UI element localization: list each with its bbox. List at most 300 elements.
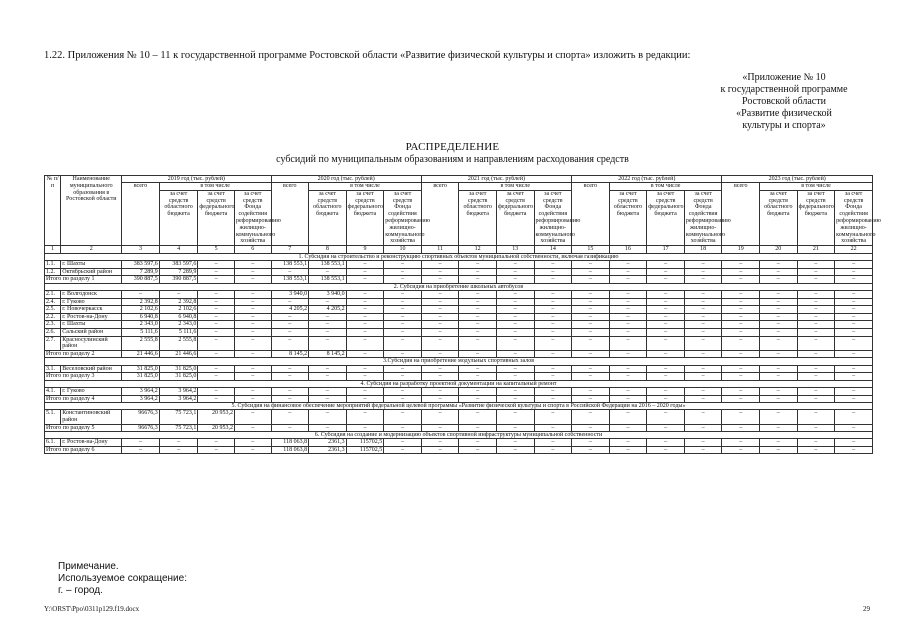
subtotal-label: Итого по разделу 2 [45,350,122,357]
value-cell: – [609,373,647,380]
column-index: 12 [459,246,497,253]
value-cell: – [271,268,309,276]
value-cell: – [198,328,235,336]
value-cell: 2 102,6 [122,306,160,314]
value-cell: – [835,276,873,283]
value-cell: – [684,395,722,402]
value-cell: – [835,291,873,299]
header-year-2022: 2022 год (тыс. рублей) [572,176,722,183]
value-cell: – [572,276,610,283]
value-cell: – [835,298,873,306]
value-cell: – [684,439,722,447]
value-cell: – [421,439,459,447]
table-row [45,291,873,299]
value-cell: – [760,336,798,350]
value-cell: – [271,410,309,424]
value-cell: – [459,328,497,336]
value-cell: – [384,439,422,447]
value-cell: – [421,313,459,321]
value-cell: 7 289,9 [122,268,160,276]
subtotal-row [45,424,873,431]
municipality-name: Константиновский район [61,410,122,424]
value-cell: – [198,439,235,447]
value-cell: – [572,291,610,299]
value-cell: – [684,373,722,380]
value-cell: – [722,410,760,424]
value-cell: – [647,395,685,402]
value-cell: – [346,373,384,380]
value-cell: – [760,276,798,283]
value-cell: – [760,365,798,373]
value-cell: – [122,291,160,299]
value-cell: – [271,373,309,380]
value-cell: – [572,350,610,357]
municipality-name: г. Ростов-на-Дону [61,439,122,447]
document-subtitle: субсидий по муниципальным образованиям и направлениям расходования средств [276,154,629,165]
value-cell: – [572,268,610,276]
value-cell: 138 553,1 [271,261,309,269]
header-source-fund: за счет средств Фонда содействия реформированию жилищно-коммунального хозяйства [836,190,882,245]
value-cell: – [459,446,497,453]
subtotal-label: Итого по разделу 3 [45,373,122,380]
section-row [45,380,873,387]
appendix-line: к государственной программе [720,84,848,95]
value-cell: – [760,328,798,336]
subtotal-label: Итого по разделу 5 [45,424,122,431]
value-cell: 2 392,8 [159,298,198,306]
value-cell: – [647,410,685,424]
value-cell: – [234,439,271,447]
value-cell: – [198,268,235,276]
value-cell: – [572,313,610,321]
value-cell: 390 887,5 [159,276,198,283]
value-cell: – [534,387,572,395]
value-cell: – [271,365,309,373]
value-cell: – [647,365,685,373]
value-cell: – [722,328,760,336]
value-cell: – [835,424,873,431]
value-cell: – [534,439,572,447]
value-cell: – [797,306,835,314]
value-cell: – [760,291,798,299]
municipality-name: Октябрьский район [61,268,122,276]
header-year-2023: 2023 год (тыс. рублей) [722,176,873,183]
value-cell: – [534,321,572,329]
value-cell: – [647,439,685,447]
value-cell: – [835,350,873,357]
value-cell: – [384,298,422,306]
value-cell: 4 205,2 [271,306,309,314]
value-cell: – [496,424,534,431]
header-source-federal: за счет средств федерального бюджета [797,190,835,245]
section-title: 4. Субсидия на разработку проектной документации на капитальный ремонт [45,380,873,387]
table-row [45,387,873,395]
value-cell: – [534,268,572,276]
appendix-line: «Приложение № 10 [742,72,826,83]
value-cell: 8 145,2 [309,350,347,357]
distribution-table [44,175,882,454]
value-cell: – [496,387,534,395]
municipality-name: Красносулинский район [61,336,122,350]
value-cell: – [534,298,572,306]
value-cell: – [346,328,384,336]
value-cell: – [722,424,760,431]
value-cell: – [496,336,534,350]
header-source-federal: за счет средств федерального бюджета [496,190,534,245]
row-number: 4.1. [45,387,61,395]
row-number: 2.5. [45,306,61,314]
value-cell: 31 825,0 [159,373,198,380]
value-cell: – [384,261,422,269]
municipality-name: г. Ростов-на-Дону [61,313,122,321]
value-cell: – [835,261,873,269]
value-cell: – [760,373,798,380]
value-cell: 20 953,2 [198,424,235,431]
value-cell: – [760,439,798,447]
appendix-line: культуры и спорта» [742,120,826,131]
value-cell: – [684,276,722,283]
value-cell: – [198,261,235,269]
value-cell: – [722,306,760,314]
municipality-name: г. Шахты [61,321,122,329]
value-cell: – [760,298,798,306]
value-cell: – [647,387,685,395]
value-cell: 75 723,1 [159,410,198,424]
header-source-federal: за счет средств федерального бюджета [198,190,235,245]
value-cell: – [421,410,459,424]
value-cell: – [496,261,534,269]
header-total: всего [271,183,309,246]
value-cell: 21 446,6 [159,350,198,357]
value-cell: – [797,424,835,431]
value-cell: – [609,365,647,373]
value-cell: 20 953,2 [198,410,235,424]
value-cell: – [722,291,760,299]
value-cell: – [234,261,271,269]
value-cell: – [760,424,798,431]
value-cell: – [684,268,722,276]
value-cell: 115702,5 [346,446,384,453]
section-row [45,283,873,290]
value-cell: – [459,261,497,269]
value-cell: – [234,336,271,350]
value-cell: – [609,350,647,357]
header-source-regional: за счет средств областного бюджета [159,190,198,245]
header-source-fund: за счет средств Фонда содействия реформированию жилищно-коммунального хозяйства [385,190,431,245]
value-cell: – [797,410,835,424]
column-index: 22 [835,246,873,253]
notes [58,561,187,597]
column-index: 9 [346,246,384,253]
value-cell: 138 553,1 [309,261,347,269]
value-cell: – [609,306,647,314]
value-cell: – [496,313,534,321]
value-cell: – [384,446,422,453]
subtotal-row [45,276,873,283]
value-cell: – [496,410,534,424]
value-cell: – [835,268,873,276]
column-index: 10 [384,246,422,253]
value-cell: – [459,313,497,321]
value-cell: – [534,328,572,336]
value-cell: – [198,446,235,453]
value-cell: – [384,336,422,350]
row-number: 2.4. [45,298,61,306]
value-cell: – [534,336,572,350]
value-cell: – [534,365,572,373]
value-cell: 2 555,8 [159,336,198,350]
table-row [45,321,873,329]
value-cell: – [609,321,647,329]
value-cell: – [384,395,422,402]
value-cell: – [421,387,459,395]
value-cell: 3 964,2 [122,387,160,395]
header-year-2021: 2021 год (тыс. рублей) [421,176,571,183]
value-cell: 31 825,0 [159,365,198,373]
value-cell: – [198,395,235,402]
appendix-line: «Развитие физической [736,108,832,119]
value-cell: – [384,410,422,424]
value-cell: – [760,410,798,424]
value-cell: – [459,276,497,283]
value-cell: – [647,291,685,299]
value-cell: – [459,439,497,447]
value-cell: – [198,350,235,357]
subtotal-row [45,350,873,357]
value-cell: – [309,373,347,380]
value-cell: – [421,298,459,306]
value-cell: – [459,291,497,299]
value-cell: – [609,261,647,269]
value-cell: – [572,336,610,350]
value-cell: – [496,373,534,380]
value-cell: – [835,395,873,402]
value-cell: 2361,3 [309,439,347,447]
section-row [45,253,873,260]
appendix-caption [700,72,868,132]
value-cell: – [198,291,235,299]
value-cell: – [309,336,347,350]
header-total: всего [421,183,459,246]
value-cell: – [346,424,384,431]
municipality-name: Сальский район [61,328,122,336]
value-cell: 2 102,6 [159,306,198,314]
value-cell: – [835,313,873,321]
value-cell: – [384,276,422,283]
value-cell: – [534,410,572,424]
value-cell: – [421,365,459,373]
value-cell: – [309,395,347,402]
value-cell: – [797,298,835,306]
column-index: 11 [421,246,459,253]
section-row [45,402,873,409]
value-cell: 3 964,2 [159,387,198,395]
value-cell: – [384,387,422,395]
value-cell: – [609,291,647,299]
value-cell: – [234,298,271,306]
column-index: 15 [572,246,610,253]
value-cell: – [609,439,647,447]
value-cell: – [647,373,685,380]
value-cell: 31 825,0 [122,373,160,380]
value-cell: – [572,298,610,306]
value-cell: – [271,328,309,336]
value-cell: – [122,446,160,453]
table-row [45,336,873,350]
value-cell: 3 940,0 [309,291,347,299]
value-cell: – [609,446,647,453]
section-title: 6. Субсидия на создание и модернизацию объектов спортивной инфраструктуры муниципальной собственности [45,431,873,438]
value-cell: – [647,313,685,321]
column-index: 2 [61,246,122,253]
value-cell: – [572,306,610,314]
value-cell: – [684,306,722,314]
table-row [45,410,873,424]
section-title: 1. Субсидия на строительство и реконструкцию спортивных объектов муниципальной собственности, включая газификацию [45,253,873,260]
value-cell: – [496,268,534,276]
value-cell: – [234,291,271,299]
value-cell: – [797,336,835,350]
value-cell: – [797,328,835,336]
value-cell: – [609,410,647,424]
column-index: 3 [122,246,160,253]
header-municipality: Наименование муниципального образования в Ростовской области [61,176,122,246]
table-row [45,298,873,306]
value-cell: 138 553,1 [309,276,347,283]
value-cell: – [459,268,497,276]
value-cell: – [234,373,271,380]
row-number: 2.2. [45,313,61,321]
value-cell: – [421,306,459,314]
value-cell: – [496,298,534,306]
value-cell: – [760,446,798,453]
value-cell: – [835,336,873,350]
value-cell: – [684,350,722,357]
value-cell: – [346,291,384,299]
value-cell: – [234,268,271,276]
municipality-name: г. Гуково [61,298,122,306]
value-cell: – [384,291,422,299]
column-index: 4 [159,246,198,253]
value-cell: – [234,350,271,357]
value-cell: – [760,395,798,402]
value-cell: – [534,261,572,269]
value-cell: 21 446,6 [122,350,160,357]
row-number: 1.1. [45,261,61,269]
header-source-fund: за счет средств Фонда содействия реформированию жилищно-коммунального хозяйства [535,190,581,245]
value-cell: – [421,268,459,276]
value-cell: – [797,365,835,373]
row-number: 2.7. [45,336,61,350]
value-cell: 3 940,0 [271,291,309,299]
section-row [45,358,873,365]
value-cell: – [722,298,760,306]
value-cell: – [760,268,798,276]
value-cell: – [647,276,685,283]
value-cell: – [496,365,534,373]
value-cell: – [835,328,873,336]
value-cell: – [534,291,572,299]
column-index: 6 [234,246,271,253]
row-number: 6.1. [45,439,61,447]
value-cell: 383 597,6 [122,261,160,269]
value-cell: – [572,395,610,402]
value-cell: – [198,298,235,306]
column-index: 5 [198,246,235,253]
value-cell: – [835,446,873,453]
value-cell: – [835,306,873,314]
value-cell: – [346,268,384,276]
value-cell: 6 940,8 [122,313,160,321]
value-cell: 8 145,2 [271,350,309,357]
value-cell: – [234,410,271,424]
municipality-name: Веселовский район [61,365,122,373]
value-cell: – [271,313,309,321]
value-cell: – [572,387,610,395]
value-cell: – [797,268,835,276]
value-cell: – [234,365,271,373]
value-cell: – [572,424,610,431]
value-cell: – [572,439,610,447]
value-cell: – [421,373,459,380]
header-source-regional: за счет средств областного бюджета [459,190,497,245]
value-cell: – [797,387,835,395]
value-cell: – [760,387,798,395]
value-cell: 31 825,0 [122,365,160,373]
value-cell: – [722,313,760,321]
document-title: РАСПРЕДЕЛЕНИЕ [405,141,500,153]
header-including: в том числе [459,183,572,190]
header-number: № п/п [45,176,61,246]
value-cell: 2 343,0 [159,321,198,329]
value-cell: – [198,336,235,350]
value-cell: – [159,439,198,447]
value-cell: – [271,424,309,431]
value-cell: 7 289,9 [159,268,198,276]
value-cell: – [722,261,760,269]
value-cell: – [309,321,347,329]
value-cell: – [534,424,572,431]
intro-text: 1.22. Приложения № 10 – 11 к государственной программе Ростовской области «Развитие физической культуры и спорта» изложить в редакции: [44,50,691,61]
value-cell: – [684,410,722,424]
value-cell: – [496,306,534,314]
value-cell: – [797,313,835,321]
table-row [45,306,873,314]
value-cell: – [346,313,384,321]
municipality-name: г. Шахты [61,261,122,269]
value-cell: 96676,3 [122,410,160,424]
value-cell: – [346,298,384,306]
subtotal-row [45,373,873,380]
value-cell: – [684,424,722,431]
header-year-2019: 2019 год (тыс. рублей) [122,176,271,183]
value-cell: – [572,365,610,373]
value-cell: – [459,410,497,424]
value-cell: – [122,439,160,447]
value-cell: 138 553,1 [271,276,309,283]
value-cell: 75 723,1 [159,424,198,431]
subtotal-row [45,446,873,453]
value-cell: – [384,350,422,357]
value-cell: – [647,261,685,269]
value-cell: – [835,439,873,447]
value-cell: – [384,365,422,373]
column-index: 8 [309,246,347,253]
value-cell: 383 597,6 [159,261,198,269]
table-row [45,328,873,336]
column-index: 17 [647,246,685,253]
value-cell: – [722,446,760,453]
